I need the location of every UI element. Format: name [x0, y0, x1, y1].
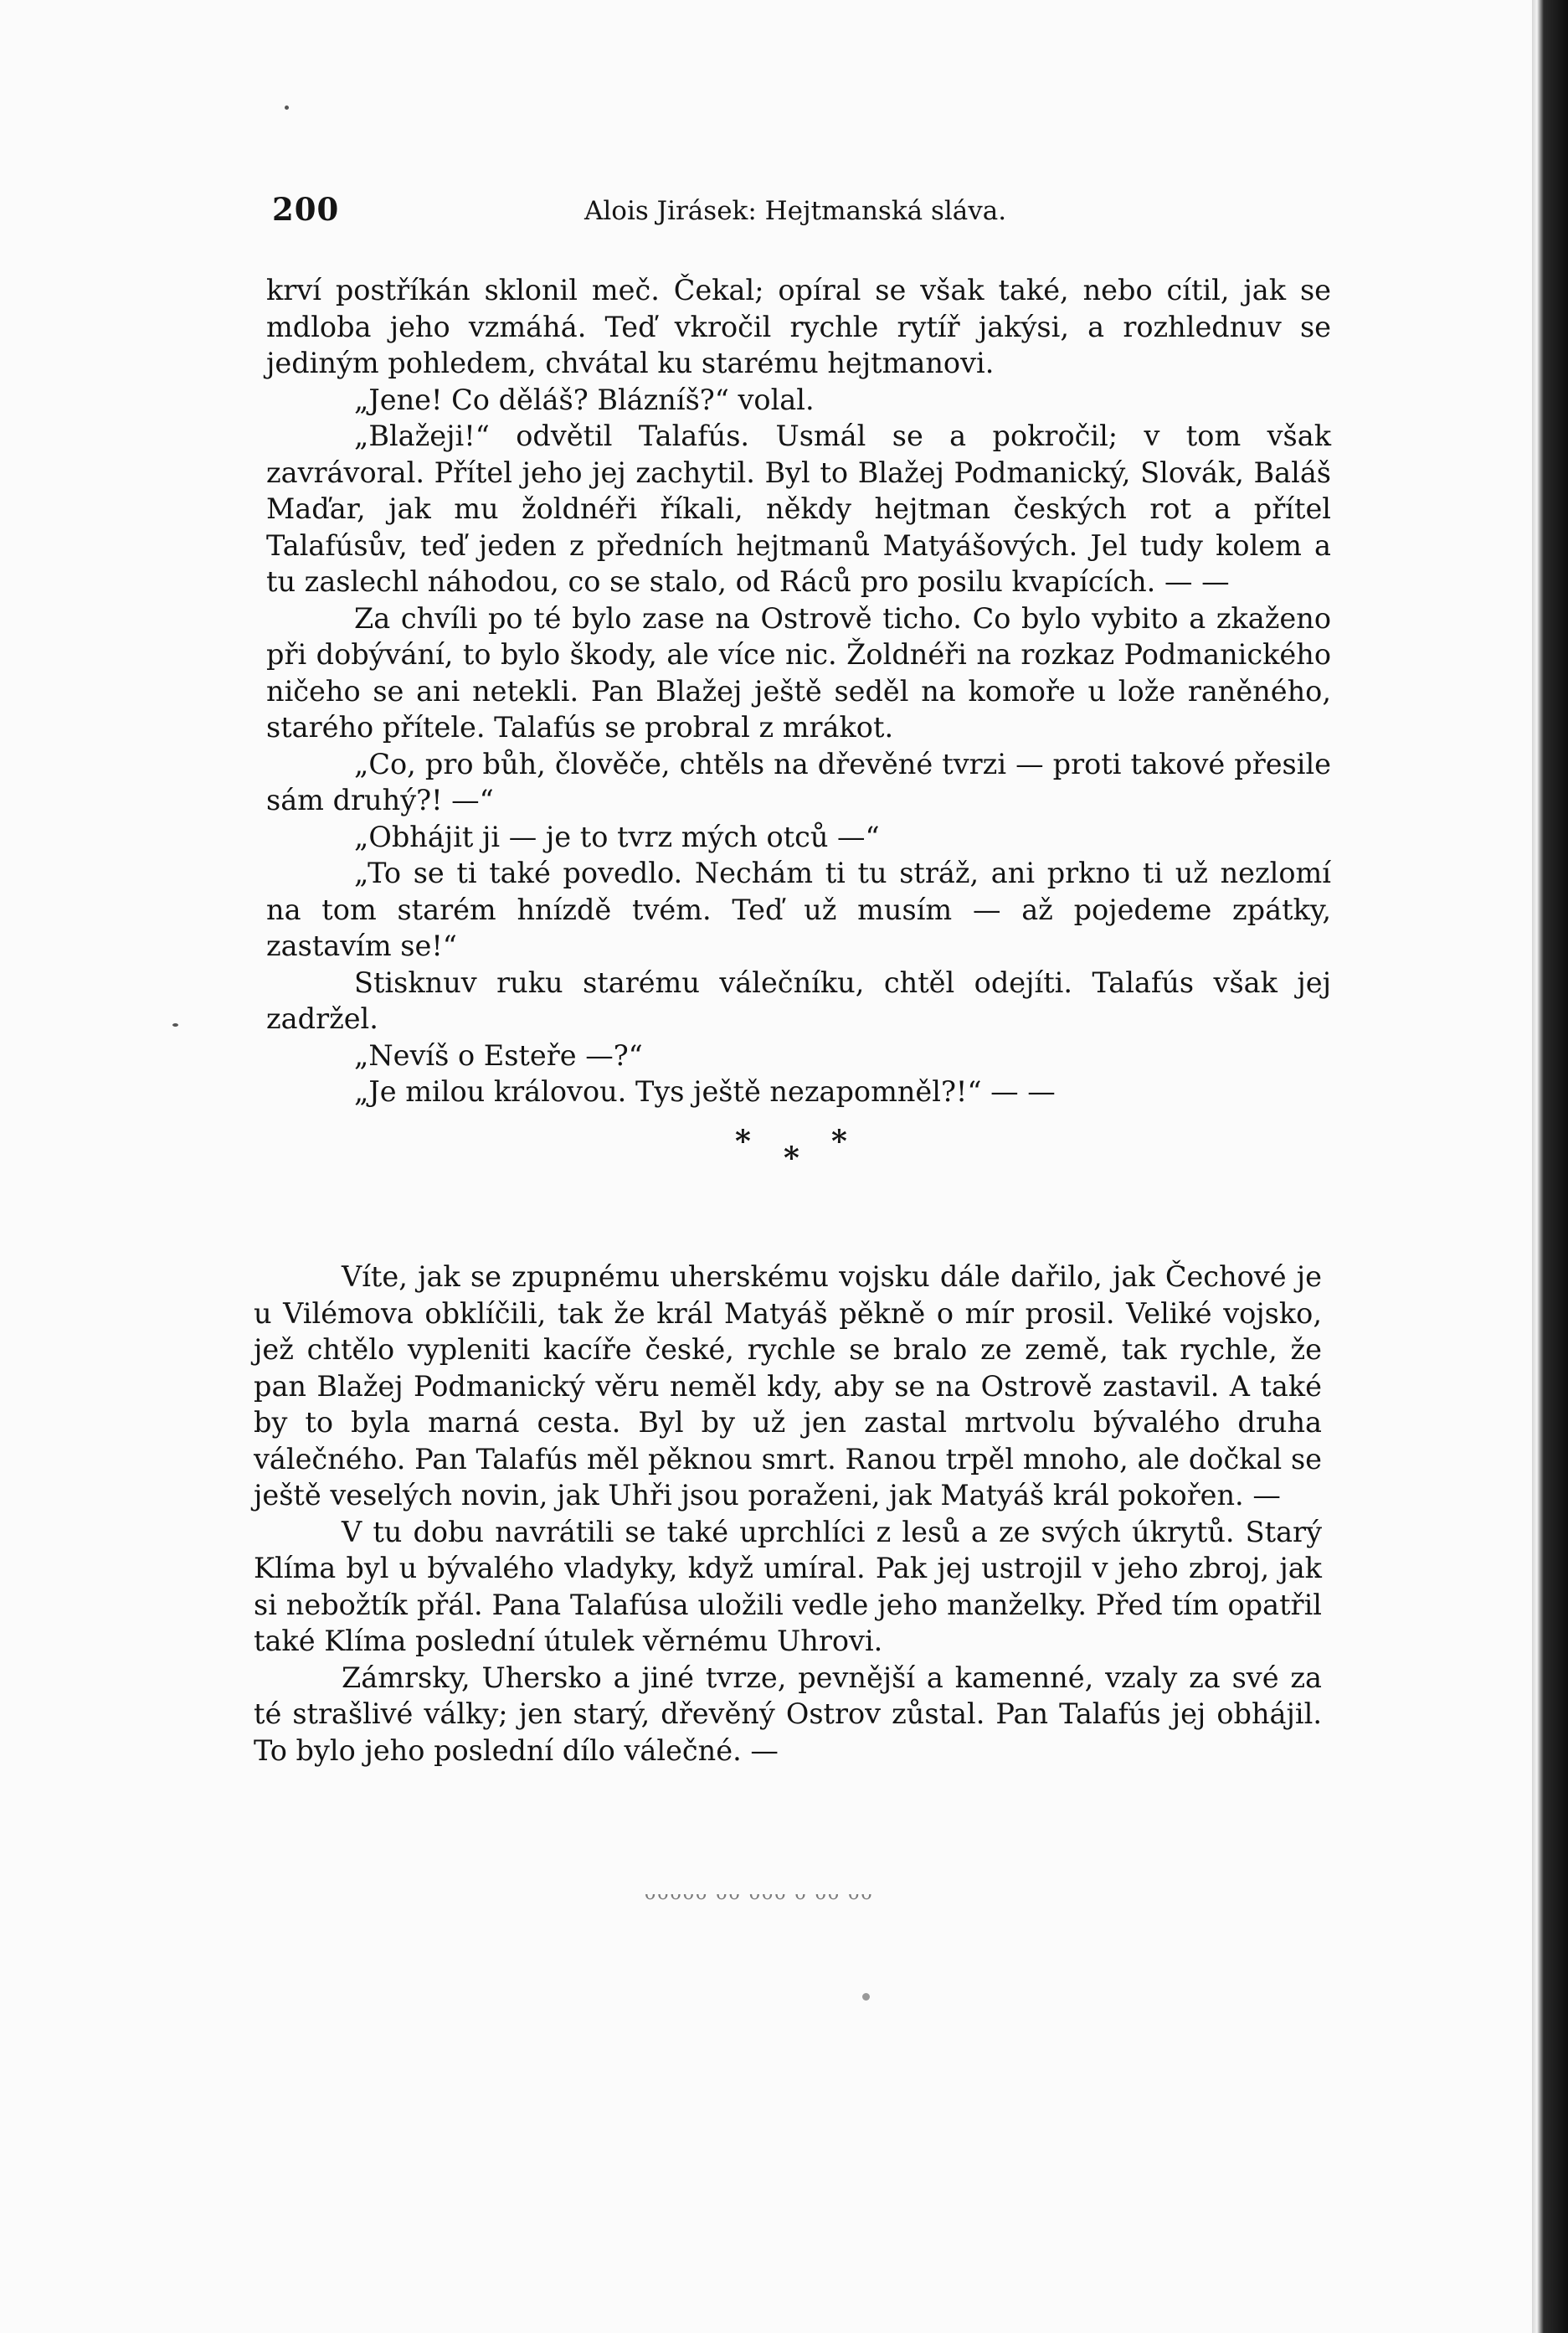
paragraph: V tu dobu navrátili se také uprchlíci z lesů a ze svých úkrytů. Starý Klíma byl u bývalého vladyky, když umíral. Pak jej ustrojil v jeho zbroj, jak si nebožtík přál. Pana Talafúsa uložili vedle jeho manželky. Před tím opatřil také Klíma poslední útulek věrnému Uhrovi.: [254, 1515, 1322, 1657]
paragraph: „Jene! Co děláš? Blázníš?“ volal.: [354, 383, 815, 416]
scan-speck: [285, 106, 289, 110]
page-header: [272, 191, 1030, 231]
body-text-upper: [266, 272, 1331, 1208]
paragraph: „Obhájit ji — je to tvrz mých otců —“: [354, 820, 880, 853]
paragraph: Víte, jak se zpupnému uherskému vojsku dále dařilo, jak Čechové je u Vilémova obklíčili, tak že král Matyáš pěkně o mír prosil. Veliké vojsko, jež chtělo vypleniti kacíře české, rychle se bralo ze země, tak rychle, že pan Blažej Podmanický věru neměl kdy, aby se na Ostrově zastavil. A také by to byla marná cesta. Byl by už jen zastal mrtvolu bývalého druha válečného. Pan Talafús měl pěknou smrt. Ranou trpěl mnoho, ale dočkal se ještě veselých novin, jak Uhři jsou poraženi, jak Matyáš král pokořen. —: [254, 1260, 1322, 1512]
separator-star: *: [784, 1140, 799, 1176]
paragraph: Stisknuv ruku starému válečníku, chtěl odejíti. Talafús však jej zadržel.: [266, 966, 1331, 1035]
section-separator: [266, 1110, 1331, 1208]
paragraph: „Co, pro bůh, člověče, chtěls na dřevěné tvrzi — proti takové přesile sám druhý?! —“: [266, 747, 1331, 816]
scan-speck: [862, 1993, 870, 2001]
paragraph: Zámrsky, Uhersko a jiné tvrze, pevnější a kamenné, vzaly za své za té strašlivé války; jen starý, dřevěný Ostrov zůstal. Pan Talafús jej obhájil. To bylo jeho poslední dílo válečné. —: [254, 1661, 1322, 1767]
page-number: 200: [272, 191, 340, 228]
running-title: Alois Jirásek: Hejtmanská sláva.: [584, 196, 1007, 226]
paragraph: „Je milou královou. Tys ještě nezapomněl?!“ — —: [354, 1075, 1056, 1108]
paragraph: „To se ti také povedlo. Nechám ti tu stráž, ani prkno ti už nezlomí na tom starém hnízdě tvém. Teď už musím — až pojedeme zpátky, zastavím se!“: [266, 857, 1331, 962]
end-ornament: ᴗᴗᴗᴗᴗ ᴗᴗ ᴗᴗᴗ ᴗ ᴗᴗ ᴗᴗ: [645, 1883, 874, 1904]
paragraph: „Blažeji!“ odvětil Talafús. Usmál se a pokročil; v tom však zavrávoral. Přítel jeho jej zachytil. Byl to Blažej Podmanický, Slovák, Baláš Maďar, jak mu žoldnéři říkali, někdy hejtman českých rot a přítel Talafúsův, teď jeden z předních hejtmanů Matyášových. Jel tudy kolem a tu zaslechl náhodou, co se stalo, od Ráců pro posilu kvapících. — —: [266, 420, 1331, 598]
separator-star: *: [831, 1123, 847, 1159]
paragraph: krví postříkán sklonil meč. Čekal; opíral se však také, nebo cítil, jak se mdloba jeho vzmáhá. Teď vkročil rychle rytíř jakýsi, a rozhlednuv se jediným pohledem, chvátal ku starému hejtmanovi.: [266, 274, 1331, 379]
separator-star: *: [735, 1123, 751, 1159]
body-text-lower: [254, 1259, 1322, 1769]
scan-speck: [172, 1023, 178, 1027]
scan-page-edge: [1532, 0, 1568, 2333]
paragraph: „Nevíš o Esteře —?“: [354, 1038, 643, 1072]
paragraph: Za chvíli po té bylo zase na Ostrově ticho. Co bylo vybito a zkaženo při dobývání, to bylo škody, ale více nic. Žoldnéři na rozkaz Podmanického ničeho se ani netekli. Pan Blažej ještě seděl na komoře u lože raněného, starého přítele. Talafús se probral z mrákot.: [266, 601, 1331, 744]
